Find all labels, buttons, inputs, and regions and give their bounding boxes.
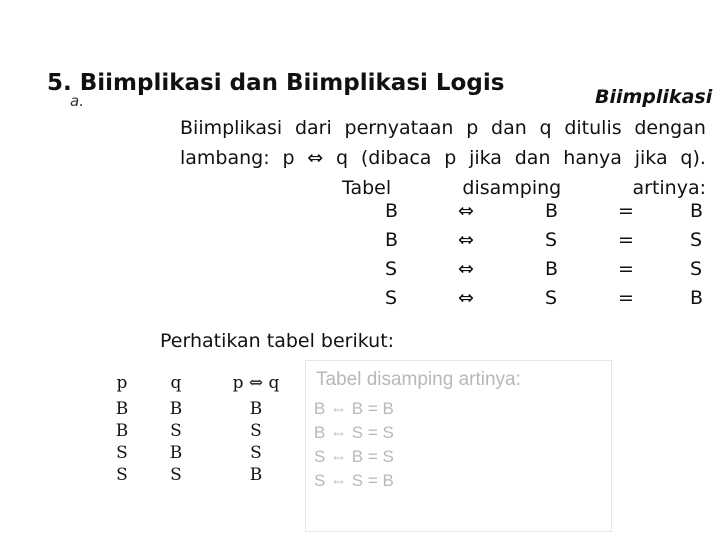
- word: dari: [294, 117, 332, 139]
- word: q).: [680, 147, 706, 169]
- rule-operand-b: B: [545, 200, 559, 222]
- word: (dibaca: [360, 147, 432, 169]
- equals-sign: =: [618, 200, 634, 222]
- word: dengan: [634, 117, 706, 139]
- definition-paragraph: [180, 113, 706, 203]
- biimplication-symbol: ⇔: [458, 200, 474, 222]
- table-cell: S: [170, 421, 182, 441]
- word: pernyataan: [344, 117, 454, 139]
- box-line: S ⇔ B = S: [314, 447, 394, 466]
- rule-operand-a: B: [385, 200, 399, 222]
- rule-row-3: [0, 258, 720, 286]
- rule-operand-a: S: [385, 258, 398, 280]
- box-title: Tabel disamping artinya:: [316, 369, 521, 390]
- rule-row-4: [0, 287, 720, 315]
- subsection-letter: a.: [70, 92, 84, 110]
- box-line: B ⇔ B = B: [314, 399, 394, 418]
- paragraph-line-2: [180, 143, 706, 173]
- biimplication-symbol: ⇔: [458, 287, 474, 309]
- section-heading: 5. Biimplikasi dan Biimplikasi Logis: [47, 70, 505, 96]
- table-cell: B: [115, 421, 129, 441]
- table-cell: B: [249, 399, 263, 419]
- box-line: B ⇔ S = S: [314, 423, 394, 442]
- word: artinya:: [632, 177, 706, 199]
- word: Biimplikasi: [180, 117, 283, 139]
- table-cell: S: [250, 443, 262, 463]
- word: p: [466, 117, 479, 139]
- table-cell: S: [250, 421, 262, 441]
- paragraph-line-1: [180, 113, 706, 143]
- biimplication-symbol: ⇔: [307, 147, 324, 169]
- rule-result: B: [690, 287, 704, 309]
- word: jika: [634, 147, 668, 169]
- column-header: p ⇔ q: [232, 373, 280, 393]
- rule-row-1: [0, 200, 720, 228]
- faded-explanation-box: [305, 360, 612, 532]
- word: dan: [514, 147, 551, 169]
- subsection-title: Biimplikasi: [595, 86, 713, 108]
- word: disamping: [462, 177, 562, 199]
- table-cell: S: [116, 465, 128, 485]
- box-line: S ⇔ S = B: [314, 471, 394, 490]
- table-cell: S: [116, 443, 128, 463]
- rule-result: B: [690, 200, 704, 222]
- rule-operand-b: B: [545, 258, 559, 280]
- equals-sign: =: [618, 229, 634, 251]
- instruction-text: Perhatikan tabel berikut:: [160, 330, 395, 352]
- word: ditulis: [564, 117, 622, 139]
- word: lambang:: [180, 147, 270, 169]
- equals-sign: =: [618, 287, 634, 309]
- word: p: [282, 147, 295, 169]
- truth-table-column-p: [102, 368, 142, 486]
- equals-sign: =: [618, 258, 634, 280]
- biimplication-symbol: ⇔: [458, 258, 474, 280]
- word: jika: [469, 147, 502, 169]
- word: Tabel: [342, 177, 392, 199]
- rule-result: S: [690, 258, 703, 280]
- rule-operand-b: S: [545, 287, 558, 309]
- rule-operand-b: S: [545, 229, 558, 251]
- truth-table-column-biimplication: [216, 368, 296, 486]
- table-cell: B: [169, 443, 183, 463]
- word: hanya: [563, 147, 622, 169]
- table-cell: B: [249, 465, 263, 485]
- word: q: [539, 117, 552, 139]
- rule-row-2: [0, 229, 720, 257]
- biimplication-symbol: ⇔: [458, 229, 474, 251]
- word: q: [336, 147, 349, 169]
- table-cell: S: [170, 465, 182, 485]
- word: p: [444, 147, 457, 169]
- rule-result: S: [690, 229, 703, 251]
- rule-operand-a: B: [385, 229, 399, 251]
- column-header: p: [116, 373, 128, 393]
- rule-operand-a: S: [385, 287, 398, 309]
- truth-table-column-q: [156, 368, 196, 486]
- table-cell: B: [169, 399, 183, 419]
- column-header: q: [170, 373, 182, 393]
- table-cell: B: [115, 399, 129, 419]
- paragraph-line-3: [342, 173, 706, 203]
- word: dan: [491, 117, 527, 139]
